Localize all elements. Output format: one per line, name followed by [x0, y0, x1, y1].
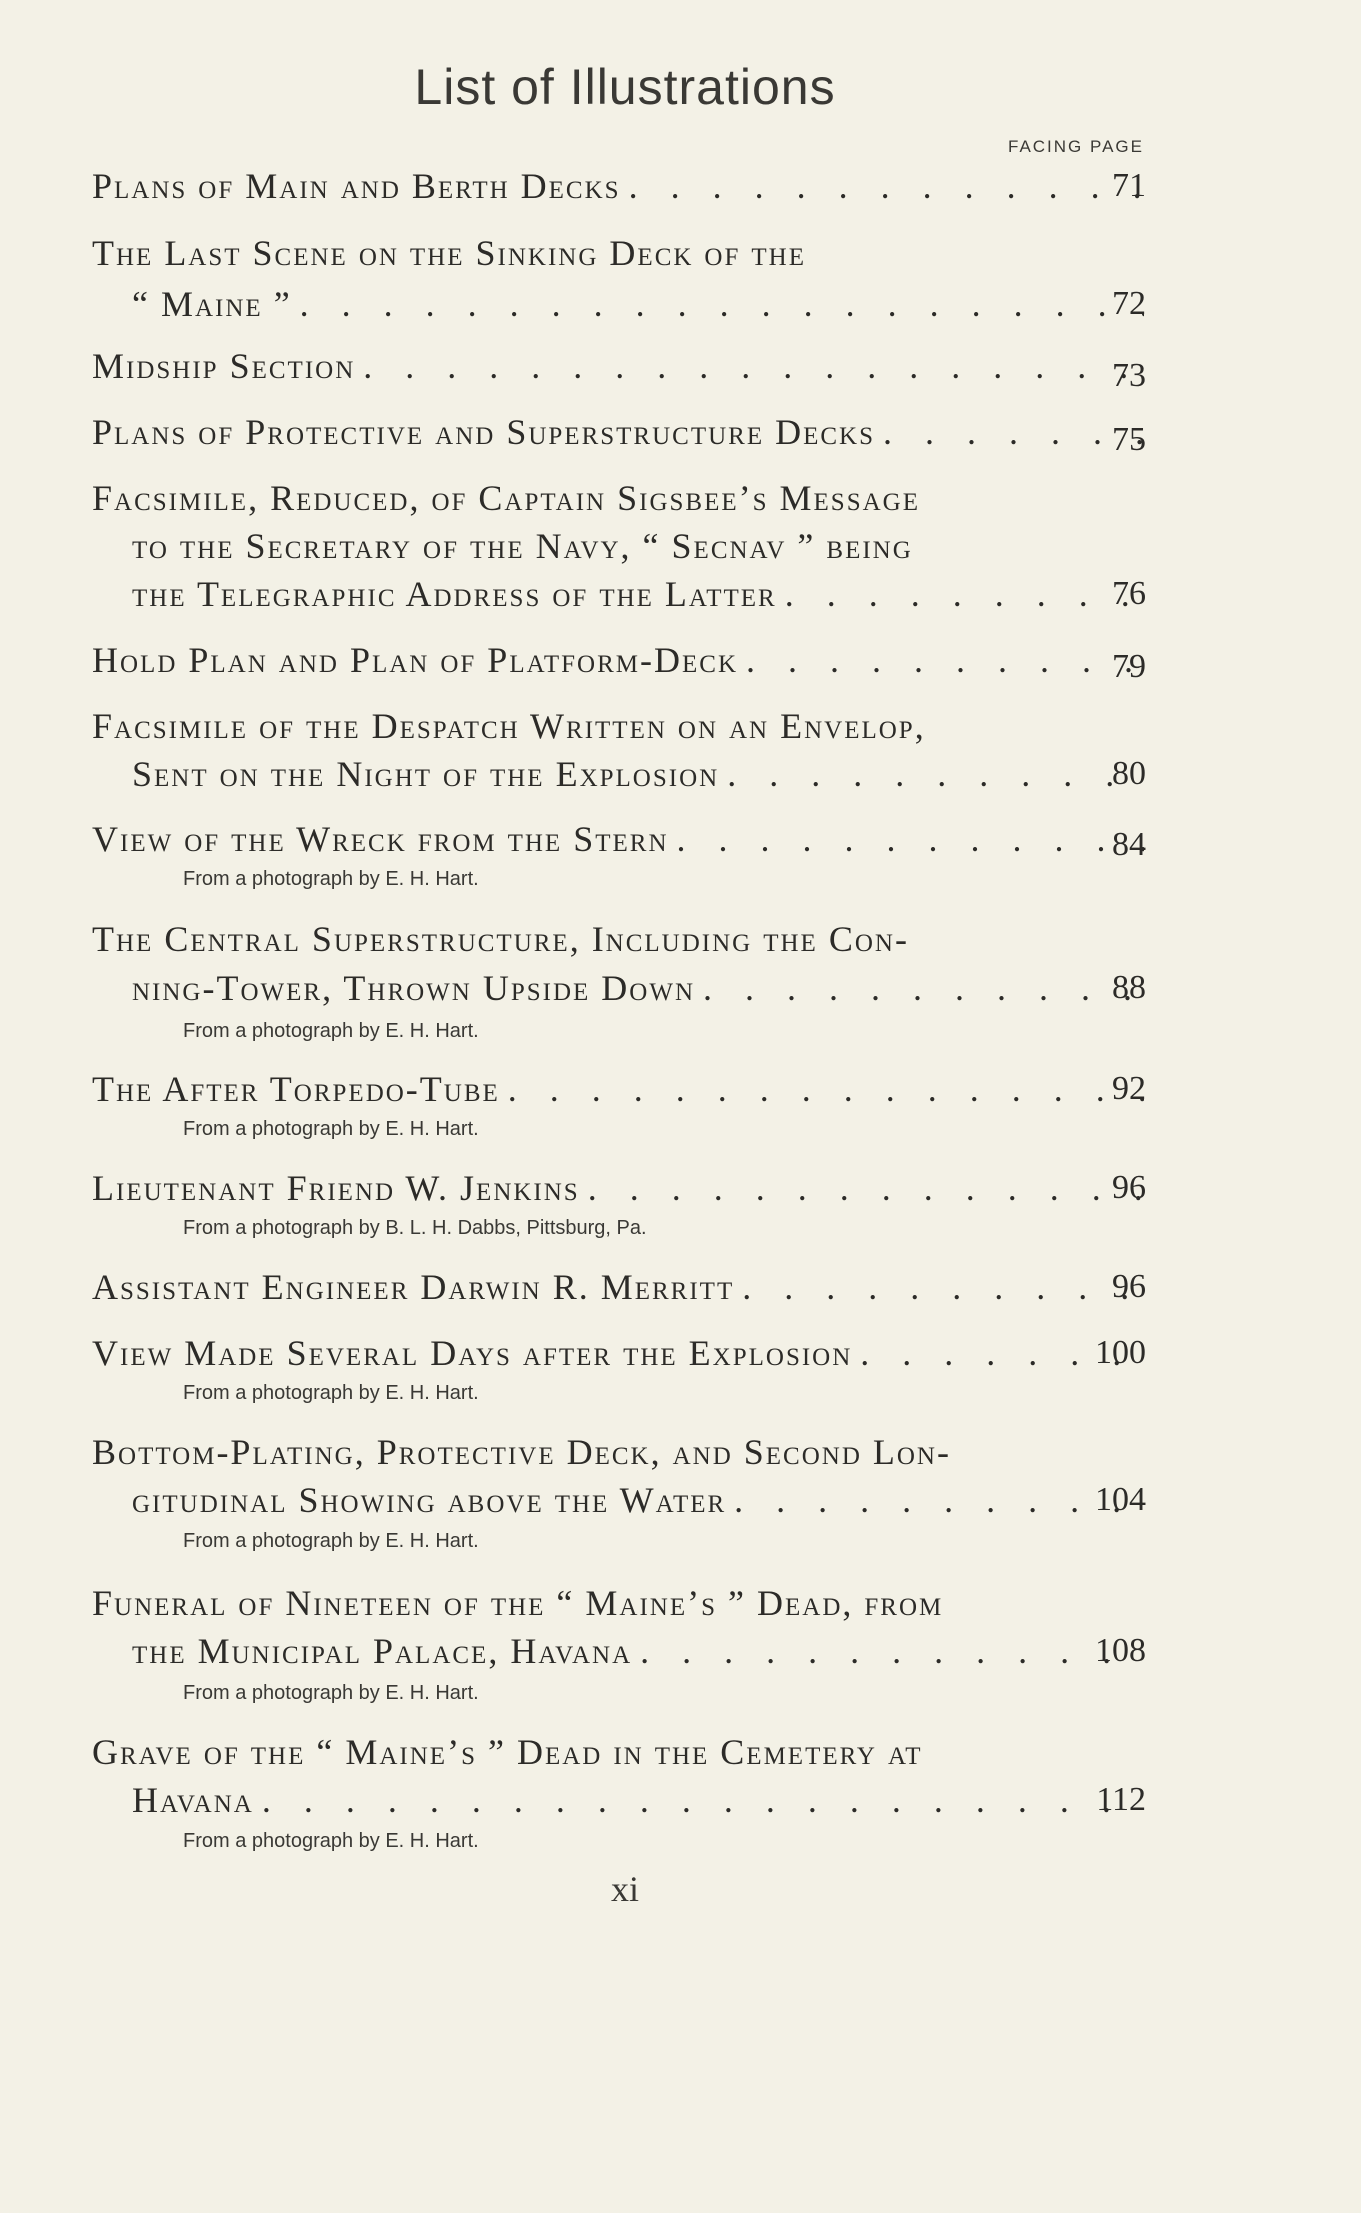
entry-page-number: 79	[1112, 648, 1146, 685]
entry-title-text: gitudinal Showing above the Water	[132, 1480, 727, 1520]
entry-title-line: Facsimile of the Despatch Written on an Envelop,	[92, 706, 926, 746]
entry-page-number: 96	[1112, 1169, 1146, 1206]
entry-title-text: Lieutenant Friend W. Jenkins	[92, 1168, 580, 1208]
entry-title-line: Funeral of Nineteen of the “ Maine’s ” Dead, from	[92, 1583, 944, 1623]
entry-title-line	[132, 571, 1144, 617]
entry-title-line	[132, 1477, 1144, 1523]
entry-title-text: Sent on the Night of the Explosion	[132, 754, 720, 794]
entry-page-number: 84	[1112, 826, 1146, 863]
entry-title-text: Plans of Main and Berth Decks	[92, 166, 621, 206]
photo-credit: From a photograph by E. H. Hart.	[183, 1682, 479, 1704]
entry-title-text: Midship Section	[92, 346, 356, 386]
entry-title-line: Bottom-Plating, Protective Deck, and Second Lon-	[92, 1432, 951, 1472]
entry-title-line	[132, 1777, 1144, 1823]
entry-title-line	[92, 163, 1144, 209]
entry-page-number: 73	[1112, 357, 1146, 394]
entry-title-line	[92, 637, 1144, 683]
entry-title-line: The Central Superstructure, Including the Con-	[92, 919, 909, 959]
entry-title-line: to the Secretary of the Navy, “ Secnav ” being	[132, 526, 913, 566]
dot-leader	[621, 163, 1144, 209]
entry-title-line	[92, 409, 1144, 455]
photo-credit: From a photograph by B. L. H. Dabbs, Pittsburg, Pa.	[183, 1217, 647, 1239]
entry-title-text: View of the Wreck from the Stern	[92, 819, 669, 859]
page-title: List of Illustrations	[414, 59, 836, 115]
entry-title-text: “ Maine ”	[132, 284, 292, 324]
entry-title-text: Hold Plan and Plan of Platform-Deck	[92, 640, 738, 680]
entry-page-number: 75	[1112, 421, 1146, 458]
entry-title-line	[92, 343, 1144, 389]
entry-title-line	[92, 1330, 1144, 1376]
entry-title-line	[132, 1628, 1144, 1674]
entry-title-text: Plans of Protective and Superstructure Decks	[92, 412, 875, 452]
entry-title-line	[132, 281, 1144, 327]
photo-credit: From a photograph by E. H. Hart.	[183, 1020, 479, 1042]
dot-leader	[669, 816, 1145, 862]
dot-leader	[580, 1165, 1144, 1211]
entry-page-number: 108	[1095, 1632, 1146, 1669]
photo-credit: From a photograph by E. H. Hart.	[183, 1830, 479, 1852]
entry-title-line: Grave of the “ Maine’s ” Dead in the Cemetery at	[92, 1732, 923, 1772]
entry-page-number: 104	[1095, 1481, 1146, 1518]
entry-page-number: 112	[1096, 1781, 1146, 1818]
entry-page-number: 71	[1112, 167, 1146, 204]
entry-title-text: View Made Several Days after the Explosion	[92, 1333, 853, 1373]
photo-credit: From a photograph by E. H. Hart.	[183, 1382, 479, 1404]
facing-page-label: FACING PAGE	[1008, 137, 1144, 156]
entry-title-text: The After Torpedo-Tube	[92, 1069, 500, 1109]
entry-page-number: 92	[1112, 1070, 1146, 1107]
page-folio: xi	[610, 1869, 639, 1909]
dot-leader	[355, 343, 1144, 389]
entry-title-line	[92, 1165, 1144, 1211]
entry-title-line	[92, 1066, 1144, 1112]
entry-title-line	[92, 1264, 1144, 1310]
entry-title-line	[92, 816, 1144, 862]
entry-title-line: The Last Scene on the Sinking Deck of the	[92, 233, 806, 273]
entry-title-text: ning-Tower, Thrown Upside Down	[132, 968, 695, 1008]
dot-leader	[254, 1777, 1144, 1823]
entry-page-number: 96	[1112, 1268, 1146, 1305]
entry-page-number: 88	[1112, 969, 1146, 1006]
photo-credit: From a photograph by E. H. Hart.	[183, 868, 479, 890]
entry-title-line	[132, 965, 1144, 1011]
entry-title-text: Havana	[132, 1780, 254, 1820]
photo-credit: From a photograph by E. H. Hart.	[183, 1530, 479, 1552]
dot-leader	[292, 281, 1144, 327]
entry-page-number: 72	[1112, 285, 1146, 322]
entry-page-number: 80	[1112, 755, 1146, 792]
entry-title-line: Facsimile, Reduced, of Captain Sigsbee’s Message	[92, 478, 920, 518]
dot-leader	[632, 1628, 1144, 1674]
dot-leader	[500, 1066, 1144, 1112]
entry-title-text: the Telegraphic Address of the Latter	[132, 574, 777, 614]
entry-title-text: the Municipal Palace, Havana	[132, 1631, 633, 1671]
entry-title-text: Assistant Engineer Darwin R. Merritt	[92, 1267, 735, 1307]
entry-page-number: 76	[1112, 575, 1146, 612]
photo-credit: From a photograph by E. H. Hart.	[183, 1118, 479, 1140]
entry-page-number: 100	[1095, 1334, 1146, 1371]
entry-title-line	[132, 751, 1144, 797]
